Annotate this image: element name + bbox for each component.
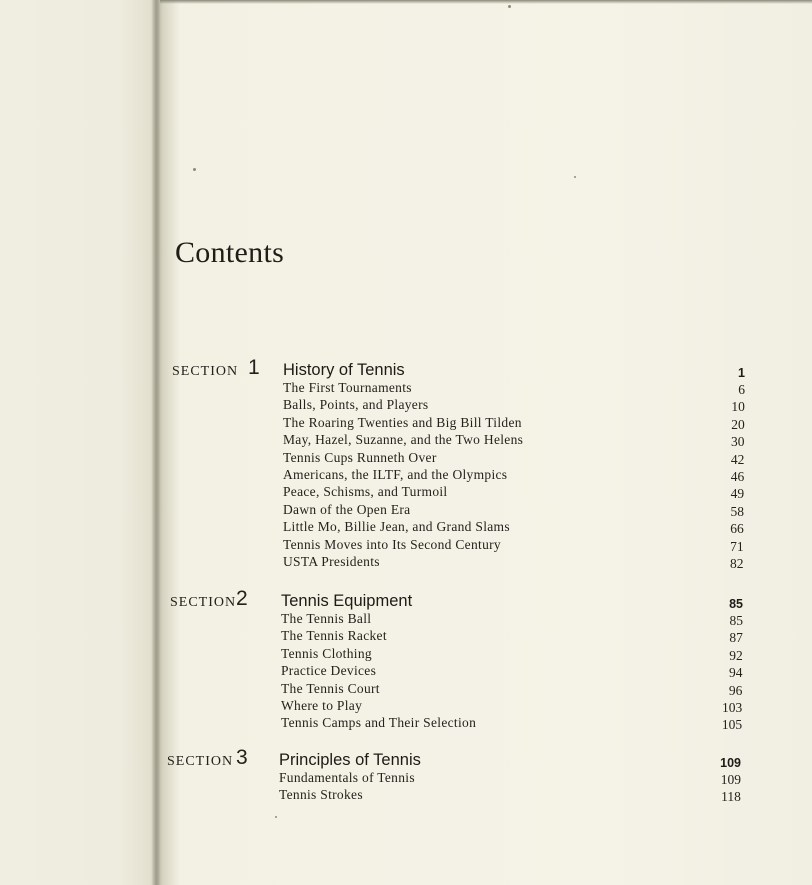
toc-entry-title: Tennis Clothing xyxy=(281,645,372,661)
toc-entry-page-number: 87 xyxy=(729,630,743,646)
toc-entry-page-number: 92 xyxy=(729,647,743,663)
toc-entry xyxy=(281,698,812,715)
toc-entry-title: Practice Devices xyxy=(281,663,377,679)
toc-entry-page-number: 66 xyxy=(730,521,744,537)
section-page-number: 109 xyxy=(720,756,741,770)
toc-entry-title: Tennis Cups Runneth Over xyxy=(283,449,437,465)
toc-entry-title: The Tennis Racket xyxy=(281,628,387,644)
toc-entry-page-number: 94 xyxy=(729,665,743,681)
section-label: SECTION xyxy=(167,754,234,769)
page-gutter xyxy=(152,0,160,885)
toc-entry xyxy=(281,715,812,732)
toc-entry xyxy=(283,484,812,501)
toc-entry-title: Fundamentals of Tennis xyxy=(279,770,415,785)
toc-entry xyxy=(283,537,812,554)
toc-entry-page-number: 58 xyxy=(730,503,744,519)
toc-entry xyxy=(281,646,812,663)
toc-entry-title: Where to Play xyxy=(281,698,363,713)
toc-entry-page-number: 118 xyxy=(721,789,741,805)
section-page-number: 85 xyxy=(729,597,743,611)
section-number: 1 xyxy=(248,356,260,379)
toc-entry-title: Americans, the ILTF, and the Olympics xyxy=(283,467,508,482)
toc-entry-page-number: 30 xyxy=(731,434,745,450)
toc-entry xyxy=(279,770,812,787)
toc-entry-page-number: 109 xyxy=(720,772,741,787)
paper-speck xyxy=(508,5,511,8)
toc-entry xyxy=(283,554,812,571)
toc-entry-page-number: 71 xyxy=(730,538,744,554)
section-title: History of Tennis xyxy=(283,361,405,379)
toc-entry-page-number: 96 xyxy=(728,682,743,698)
toc-entry-title: The Roaring Twenties and Big Bill Tilden xyxy=(283,414,522,430)
toc-entry-title: Dawn of the Open Era xyxy=(283,501,411,517)
toc-entry-title: Peace, Schisms, and Turmoil xyxy=(283,484,448,500)
toc-entry xyxy=(283,432,812,449)
toc-entry-page-number: 82 xyxy=(730,556,744,571)
toc-entry xyxy=(279,787,812,804)
section-number: 3 xyxy=(236,746,248,769)
toc-entry-title: May, Hazel, Suzanne, and the Two Helens xyxy=(283,432,524,448)
toc-entry-title: Tennis Moves into Its Second Century xyxy=(283,536,501,552)
toc-entry xyxy=(283,467,812,484)
toc-entry-page-number: 6 xyxy=(738,382,745,397)
toc-entry-page-number: 49 xyxy=(730,486,745,502)
toc-entry xyxy=(281,611,812,628)
toc-entry-page-number: 105 xyxy=(721,717,743,733)
section-label: SECTION xyxy=(172,364,239,379)
paper-speck xyxy=(193,168,196,171)
toc-entry-page-number: 85 xyxy=(729,613,743,628)
toc-entry-title: Little Mo, Billie Jean, and Grand Slams xyxy=(283,519,510,535)
toc-entry xyxy=(281,628,812,645)
toc-entry-title: Tennis Strokes xyxy=(279,787,363,803)
section-page-number: 1 xyxy=(738,366,745,380)
toc-entry xyxy=(283,415,812,432)
toc-entry-page-number: 103 xyxy=(722,700,743,715)
section-title: Principles of Tennis xyxy=(279,751,421,769)
section-title: Tennis Equipment xyxy=(281,592,413,610)
page-top-edge xyxy=(160,0,812,4)
section-label: SECTION xyxy=(170,595,237,610)
toc-entry xyxy=(283,502,812,519)
toc-entry-page-number: 20 xyxy=(731,416,745,432)
toc-entry-title: The Tennis Ball xyxy=(281,611,372,626)
toc-entry xyxy=(283,450,812,467)
toc-entry-page-number: 10 xyxy=(731,399,745,415)
toc-entry-title: Tennis Camps and Their Selection xyxy=(281,715,477,731)
toc-entry xyxy=(281,681,812,698)
toc-entry xyxy=(283,519,812,536)
page-title: Contents xyxy=(175,236,285,269)
toc-entry-title: The First Tournaments xyxy=(283,380,412,395)
paper-speck xyxy=(275,816,277,818)
toc-entry-page-number: 42 xyxy=(730,451,745,467)
toc-entry-title: USTA Presidents xyxy=(283,554,380,569)
toc-entry xyxy=(281,663,812,680)
toc-entry-title: The Tennis Court xyxy=(281,680,380,696)
toc-entry-title: Balls, Points, and Players xyxy=(283,397,429,413)
toc-entry xyxy=(283,380,812,397)
toc-entry-page-number: 46 xyxy=(730,469,745,484)
section-number: 2 xyxy=(236,587,248,610)
toc-entry xyxy=(283,397,812,414)
paper-speck xyxy=(574,176,576,178)
